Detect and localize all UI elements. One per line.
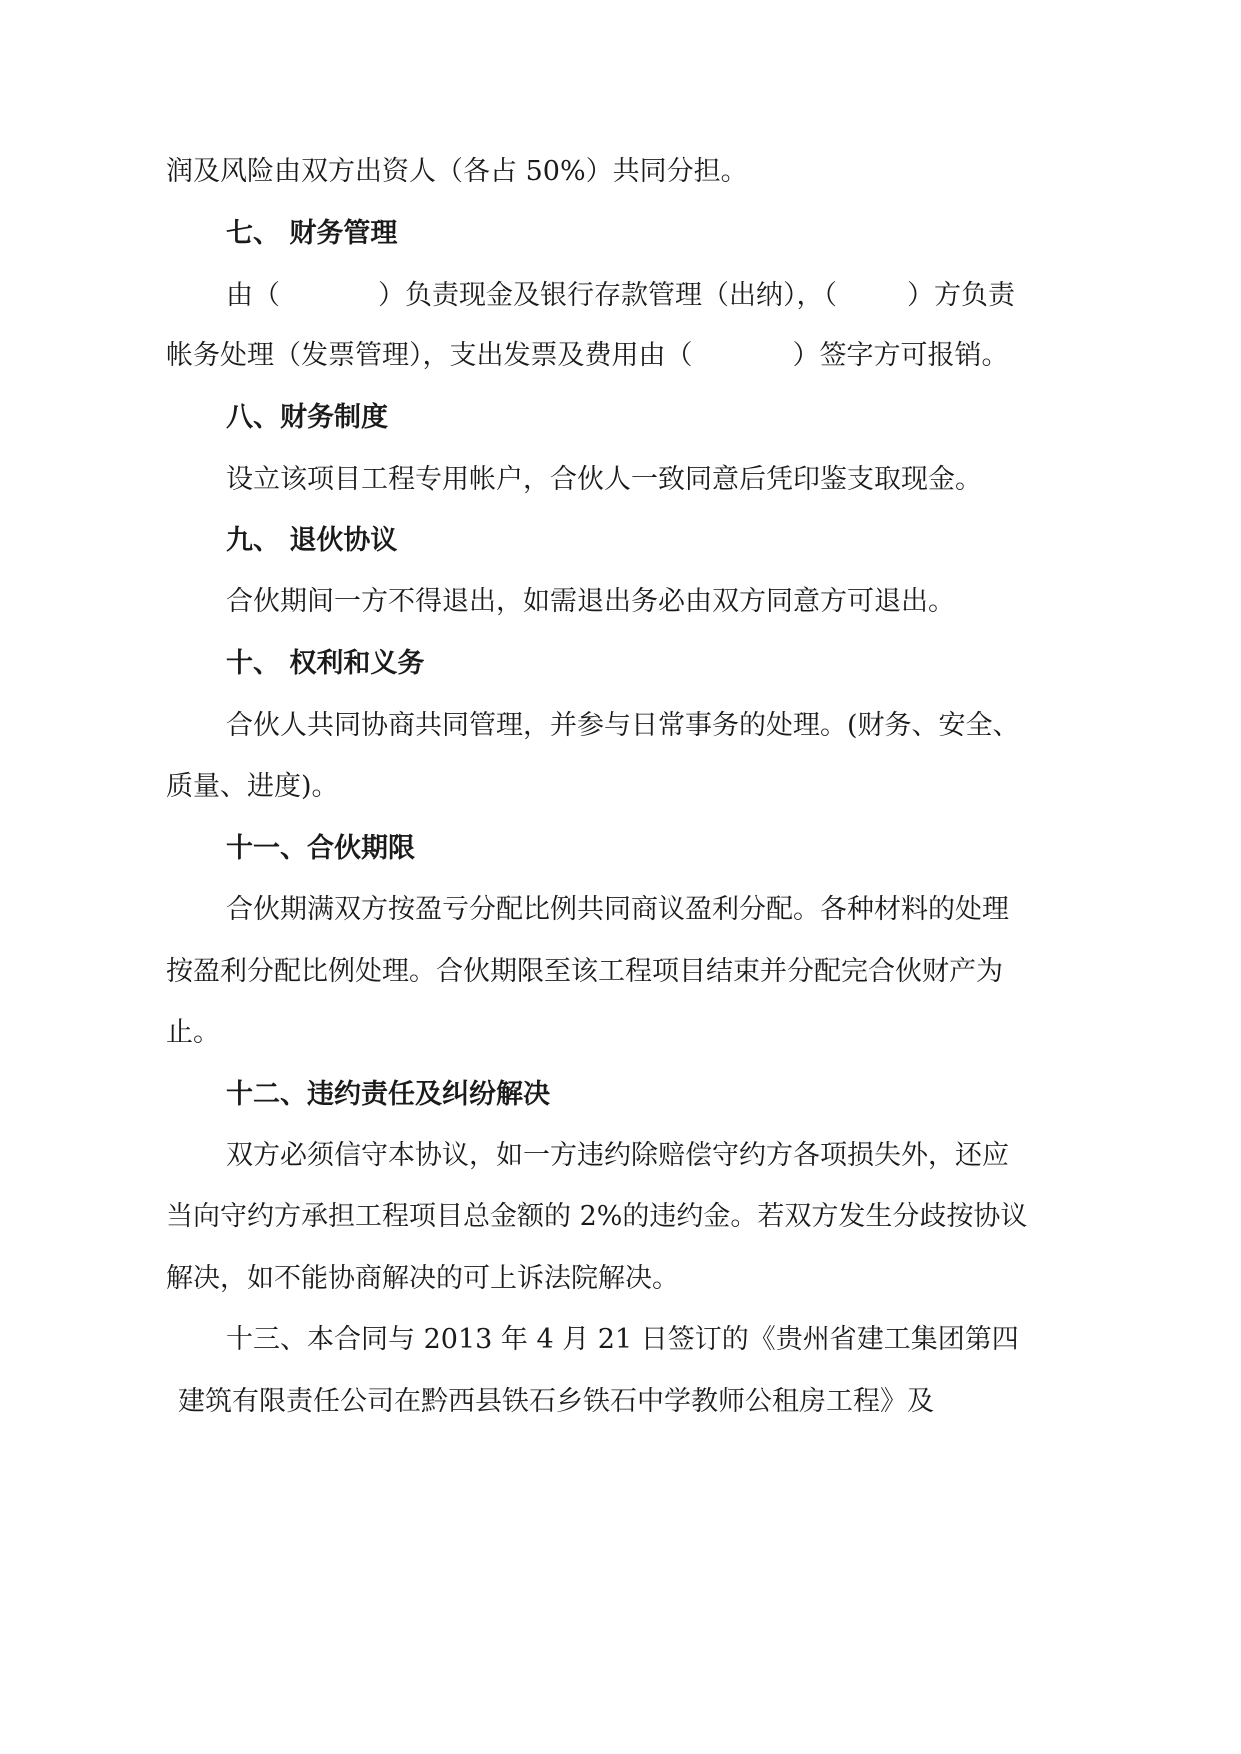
- paragraph-line: 止。: [166, 1017, 220, 1048]
- text-segment: 由（: [226, 280, 280, 311]
- text-segment: ）负责现金及银行存款管理（出纳），（: [378, 280, 837, 311]
- paragraph-line: 质量、进度)。: [166, 771, 339, 802]
- paragraph-line: 双方必须信守本协议，如一方违约除赔偿守约方各项损失外，还应: [226, 1140, 1009, 1171]
- text-segment: ）签字方可报销。: [792, 340, 1009, 371]
- paragraph-line: [166, 336, 1086, 376]
- paragraph-line: 设立该项目工程专用帐户，合伙人一致同意后凭印鉴支取现金。: [226, 464, 982, 495]
- section-heading-finance-system: 八、财务制度: [226, 402, 388, 433]
- section-heading-withdrawal: 九、 退伙协议: [226, 525, 398, 556]
- section-heading-breach-disputes: 十二、违约责任及纠纷解决: [226, 1079, 550, 1110]
- paragraph-line: 当向守约方承担工程项目总金额的 2%的违约金。若双方发生分歧按协议: [166, 1201, 1028, 1232]
- paragraph-line: [226, 276, 1086, 316]
- paragraph-line: 按盈利分配比例处理。合伙期限至该工程项目结束并分配完合伙财产为: [166, 956, 1003, 987]
- paragraph-line: 润及风险由双方出资人（各占 50%）共同分担。: [166, 156, 748, 187]
- paragraph-line: 十三、本合同与 2013 年 4 月 21 日签订的《贵州省建工集团第四: [226, 1324, 1019, 1355]
- section-heading-finance-management: 七、 财务管理: [226, 218, 398, 249]
- paragraph-line: 合伙期满双方按盈亏分配比例共同商议盈利分配。各种材料的处理: [226, 894, 1009, 925]
- paragraph-line: 建筑有限责任公司在黔西县铁石乡铁石中学教师公租房工程》及: [178, 1386, 934, 1417]
- text-segment: 帐务处理（发票管理），支出发票及费用由（: [166, 340, 693, 371]
- paragraph-line: 解决，如不能协商解决的可上诉法院解决。: [166, 1263, 679, 1294]
- paragraph-line: 合伙期间一方不得退出，如需退出务必由双方同意方可退出。: [226, 586, 955, 617]
- section-heading-partnership-term: 十一、合伙期限: [226, 833, 415, 864]
- section-heading-rights-obligations: 十、 权利和义务: [226, 648, 425, 679]
- text-segment: ）方负责: [907, 280, 1015, 311]
- paragraph-line: 合伙人共同协商共同管理，并参与日常事务的处理。(财务、安全、: [226, 710, 1020, 741]
